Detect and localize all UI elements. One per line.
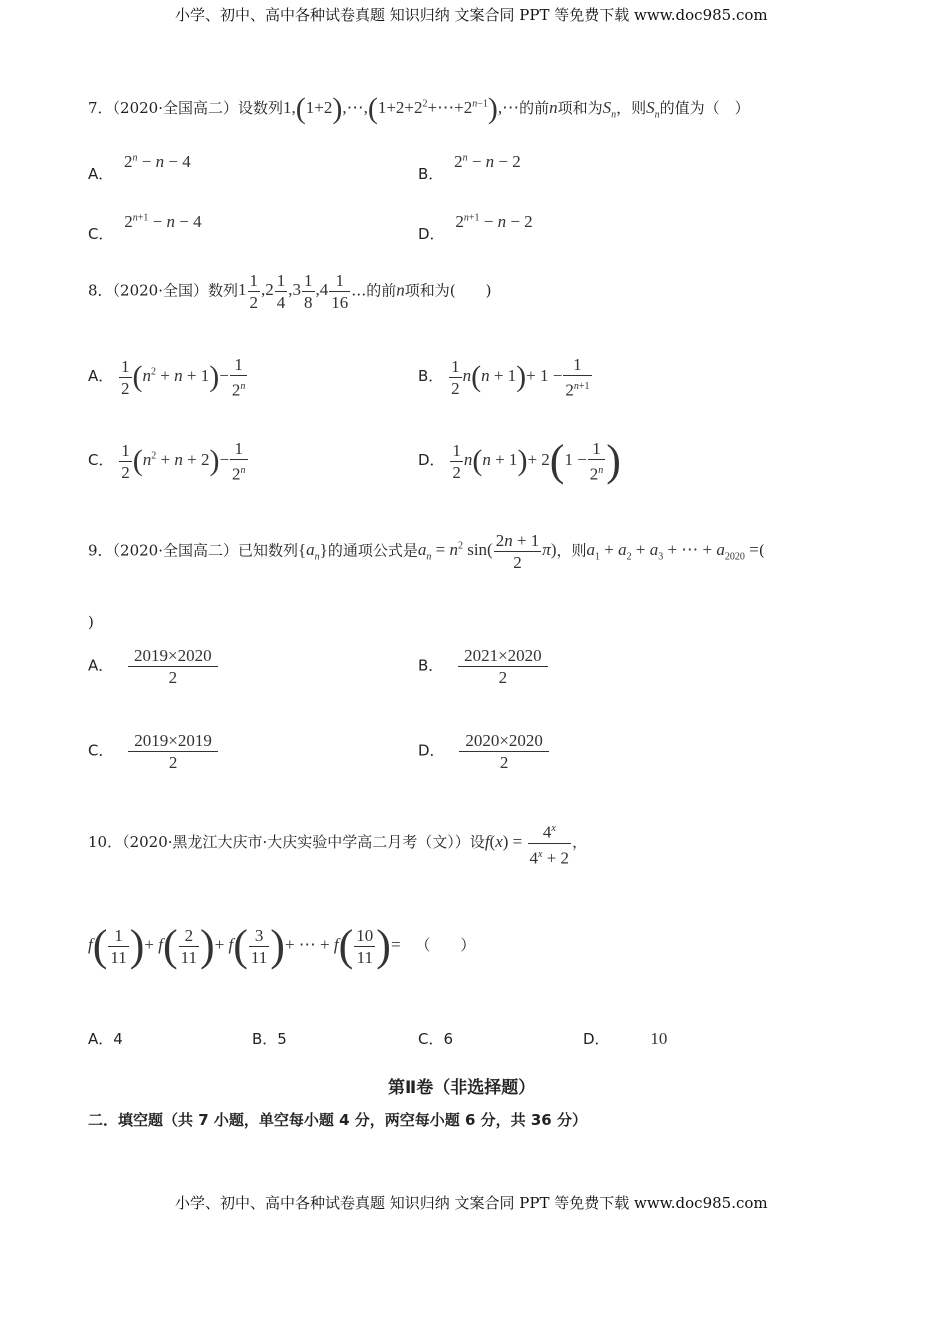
question-8: 8．（2020·全国）数列1 $\frac{1}{2}$ ,2 $\frac{1}{4}$ ,3 $\frac{1}{8}$ ,4 $\frac{1}{16}$ …的前n项和为( ) xyxy=(88,271,492,312)
option-label: D． xyxy=(418,451,445,470)
question-10-expression xyxy=(88,921,476,971)
option-formula: $\frac{2021\times 2020}{2}$ xyxy=(458,645,548,688)
question-9: 9．（2020·全国高二）已知数列$\{a_n\}$的通项公式是$a_n = n^2$ sin( $\frac{2n + 1}{2}$ π)，则$a_1 + a_2 + a_3$ + ⋯ + $a_{2020}$ =( xyxy=(88,531,765,572)
question-number: 10． xyxy=(88,833,123,852)
option-label: D． xyxy=(583,1030,610,1048)
q10-option-a[interactable]: A．4 xyxy=(88,1030,123,1048)
sequence-formula: $1,(1+2),\cdots,(1+2+2^2+\cdots+2^{n-1}),\cdots$ xyxy=(283,92,520,125)
option-formula: $\frac{1}{2}$ $(n^2 + n + 2)-$ $\frac{1}{2^n}$ xyxy=(121,439,246,484)
question-source: （2020·全国高二）已知数列 xyxy=(112,541,298,560)
answer-blank: （ ） xyxy=(415,936,476,955)
page-header: 小学、初中、高中各种试卷真题 知识归纳 文案合同 PPT 等免费下载 www.doc985.com xyxy=(175,6,768,24)
option-formula: $2^n - n - 2$ xyxy=(454,152,521,171)
question-source: （2020·全国高二）设数列 xyxy=(112,98,283,117)
q7-option-a[interactable] xyxy=(88,152,191,184)
option-formula: $2^n - n - 4$ xyxy=(124,152,191,171)
option-value: 10 xyxy=(650,1029,668,1048)
question-source: （2020·黑龙江大庆市·大庆实验中学高二月考（文））设 xyxy=(122,833,485,852)
question-number: 8． xyxy=(88,281,113,300)
option-label: B． xyxy=(418,656,444,675)
option-formula: $2^{n+1} - n - 2$ xyxy=(455,212,533,231)
question-source: （2020·全国）数列 xyxy=(112,281,238,300)
q7-option-b[interactable] xyxy=(418,152,521,184)
q8-option-b[interactable] xyxy=(418,354,593,401)
q10-option-c[interactable]: C．6 xyxy=(418,1030,454,1048)
option-label: C． xyxy=(88,741,114,760)
section-title: 第Ⅱ卷（非选择题） xyxy=(388,1078,536,1098)
option-label: D． xyxy=(418,225,445,243)
q8-option-d[interactable] xyxy=(418,438,621,485)
question-9-close: ) xyxy=(88,613,94,631)
option-formula: $2^{n+1} - n - 4$ xyxy=(124,212,202,231)
q8-option-c[interactable] xyxy=(88,438,249,485)
page-footer: 小学、初中、高中各种试卷真题 知识归纳 文案合同 PPT 等免费下载 www.doc985.com xyxy=(175,1194,768,1212)
q7-option-c[interactable] xyxy=(88,212,202,244)
question-10: 10．（2020·黑龙江大庆市·大庆实验中学高二月考（文））设f(x) = $\frac{4^x}{4^x + 2}$ ， xyxy=(88,818,587,868)
sequence-formula: 1 $\frac{1}{2}$ ,2 $\frac{1}{4}$ ,3 $\frac{1}{8}$ ,4 $\frac{1}{16}$ xyxy=(238,271,349,312)
question-7: 7．（2020·全国高二）设数列$1,(1+2),\cdots,(1+2+2^2+\cdots+2^{n-1}),\cdots$的前n项和为$S_n$，则$S_n$的值为（ ） xyxy=(88,92,750,125)
q9-option-c[interactable] xyxy=(88,730,219,773)
q10-option-d[interactable] xyxy=(583,1028,667,1049)
option-formula: $\frac{2019\times 2019}{2}$ xyxy=(128,730,218,773)
var-n: n xyxy=(549,97,558,117)
option-formula: $\frac{1}{2}$ n(n + 1)+ 2(1 − $\frac{1}{2^n}$ ) xyxy=(452,436,621,486)
question-number: 9． xyxy=(88,541,113,560)
function-definition: f(x) = $\frac{4^x}{4^x + 2}$ xyxy=(485,832,572,851)
option-label: D． xyxy=(418,741,445,760)
q7-option-d[interactable] xyxy=(418,212,533,244)
option-formula: $\frac{1}{2}$ n(n + 1)+ 1 − $\frac{1}{2^{n+1}}$ xyxy=(451,355,590,400)
option-label: C． xyxy=(88,225,114,243)
option-formula: $\frac{2020\times 2020}{2}$ xyxy=(459,730,549,773)
section-subtitle: 二．填空题（共 7 小题，单空每小题 4 分，两空每小题 6 分，共 36 分） xyxy=(88,1111,587,1129)
sum-of-f: f( $\frac{1}{11}$ )+ f( $\frac{2}{11}$ )+ f( $\frac{3}{11}$ )+ ⋯ + f( $\frac{10}{11}$ )= xyxy=(88,921,401,971)
q9-option-b[interactable] xyxy=(418,645,549,688)
option-label: B． xyxy=(418,165,444,183)
q9-option-d[interactable] xyxy=(418,730,550,773)
var-Sn: $S_n$ xyxy=(602,97,617,121)
q8-option-a[interactable] xyxy=(88,354,248,401)
option-label: B． xyxy=(418,367,444,386)
option-formula: $\frac{2019\times 2020}{2}$ xyxy=(128,645,218,688)
general-term-formula: $a_n = n^2$ sin( $\frac{2n + 1}{2}$ π) xyxy=(417,531,557,572)
option-label: A． xyxy=(88,165,114,183)
option-label: A． xyxy=(88,656,114,675)
sum-expression: $a_1 + a_2 + a_3$ + ⋯ + $a_{2020}$ = xyxy=(586,540,759,563)
sequence-an: $\{a_n\}$ xyxy=(298,540,328,563)
option-formula: $\frac{1}{2}$ $(n^2 + n + 1)-$ $\frac{1}{2^n}$ xyxy=(121,355,246,400)
question-number: 7． xyxy=(88,98,113,117)
q10-option-b[interactable]: B．5 xyxy=(252,1030,287,1048)
q9-option-a[interactable] xyxy=(88,645,219,688)
option-label: A． xyxy=(88,367,114,386)
option-label: C． xyxy=(88,451,114,470)
var-n: n xyxy=(396,280,405,300)
var-Sn-2: $S_n$ xyxy=(646,97,660,121)
